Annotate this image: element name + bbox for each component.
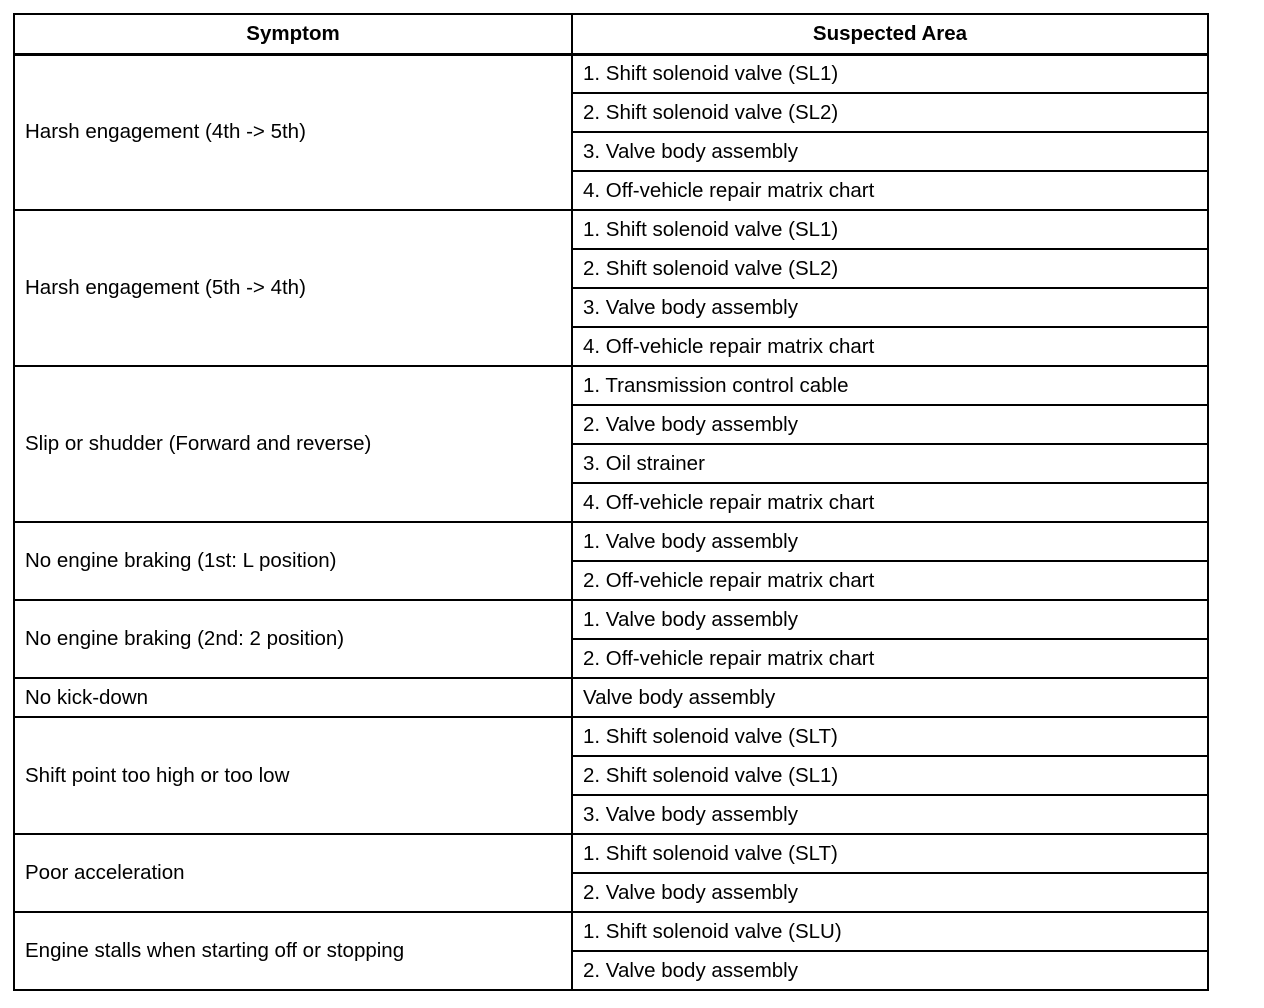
- suspected-area-cell: 2. Off-vehicle repair matrix chart: [572, 639, 1208, 678]
- suspected-area-cell: 2. Shift solenoid valve (SL1): [572, 756, 1208, 795]
- symptom-cell: Harsh engagement (4th -> 5th): [14, 54, 572, 210]
- symptom-column-header: Symptom: [14, 14, 572, 54]
- suspected-area-cell: 1. Shift solenoid valve (SL1): [572, 54, 1208, 93]
- table-row: [14, 678, 1208, 717]
- table-row: [14, 912, 1208, 951]
- suspected-area-cell: 3. Valve body assembly: [572, 795, 1208, 834]
- symptom-cell: Poor acceleration: [14, 834, 572, 912]
- table-row: [14, 210, 1208, 249]
- symptom-cell: Harsh engagement (5th -> 4th): [14, 210, 572, 366]
- suspected-area-cell: 2. Valve body assembly: [572, 873, 1208, 912]
- suspected-area-cell: Valve body assembly: [572, 678, 1208, 717]
- symptom-cell: No engine braking (2nd: 2 position): [14, 600, 572, 678]
- table-header-row: [14, 14, 1208, 54]
- symptom-cell: No kick-down: [14, 678, 572, 717]
- suspected-area-cell: 3. Valve body assembly: [572, 288, 1208, 327]
- symptom-cell: Engine stalls when starting off or stopping: [14, 912, 572, 990]
- suspected-area-cell: 2. Off-vehicle repair matrix chart: [572, 561, 1208, 600]
- table-row: [14, 600, 1208, 639]
- suspected-area-cell: 2. Valve body assembly: [572, 951, 1208, 990]
- suspected-area-cell: 1. Valve body assembly: [572, 600, 1208, 639]
- suspected-area-cell: 4. Off-vehicle repair matrix chart: [572, 483, 1208, 522]
- suspected-area-cell: 2. Shift solenoid valve (SL2): [572, 249, 1208, 288]
- table-row: [14, 834, 1208, 873]
- suspected-area-cell: 2. Shift solenoid valve (SL2): [572, 93, 1208, 132]
- symptom-cell: Shift point too high or too low: [14, 717, 572, 834]
- suspected-area-cell: 4. Off-vehicle repair matrix chart: [572, 171, 1208, 210]
- suspected-area-cell: 1. Shift solenoid valve (SLU): [572, 912, 1208, 951]
- table-row: [14, 366, 1208, 405]
- suspected-area-cell: 1. Transmission control cable: [572, 366, 1208, 405]
- symptom-cell: Slip or shudder (Forward and reverse): [14, 366, 572, 522]
- table-row: [14, 54, 1208, 93]
- suspected-area-cell: 3. Oil strainer: [572, 444, 1208, 483]
- suspected-area-cell: 2. Valve body assembly: [572, 405, 1208, 444]
- suspected-area-cell: 4. Off-vehicle repair matrix chart: [572, 327, 1208, 366]
- table-row: [14, 717, 1208, 756]
- table-body: [14, 54, 1208, 990]
- suspected-area-cell: 1. Shift solenoid valve (SLT): [572, 717, 1208, 756]
- suspected-area-cell: 3. Valve body assembly: [572, 132, 1208, 171]
- suspected-area-cell: 1. Valve body assembly: [572, 522, 1208, 561]
- symptom-cell: No engine braking (1st: L position): [14, 522, 572, 600]
- suspected-area-cell: 1. Shift solenoid valve (SLT): [572, 834, 1208, 873]
- suspected-area-cell: 1. Shift solenoid valve (SL1): [572, 210, 1208, 249]
- table-row: [14, 522, 1208, 561]
- suspected-area-column-header: Suspected Area: [572, 14, 1208, 54]
- troubleshooting-table: [13, 13, 1209, 991]
